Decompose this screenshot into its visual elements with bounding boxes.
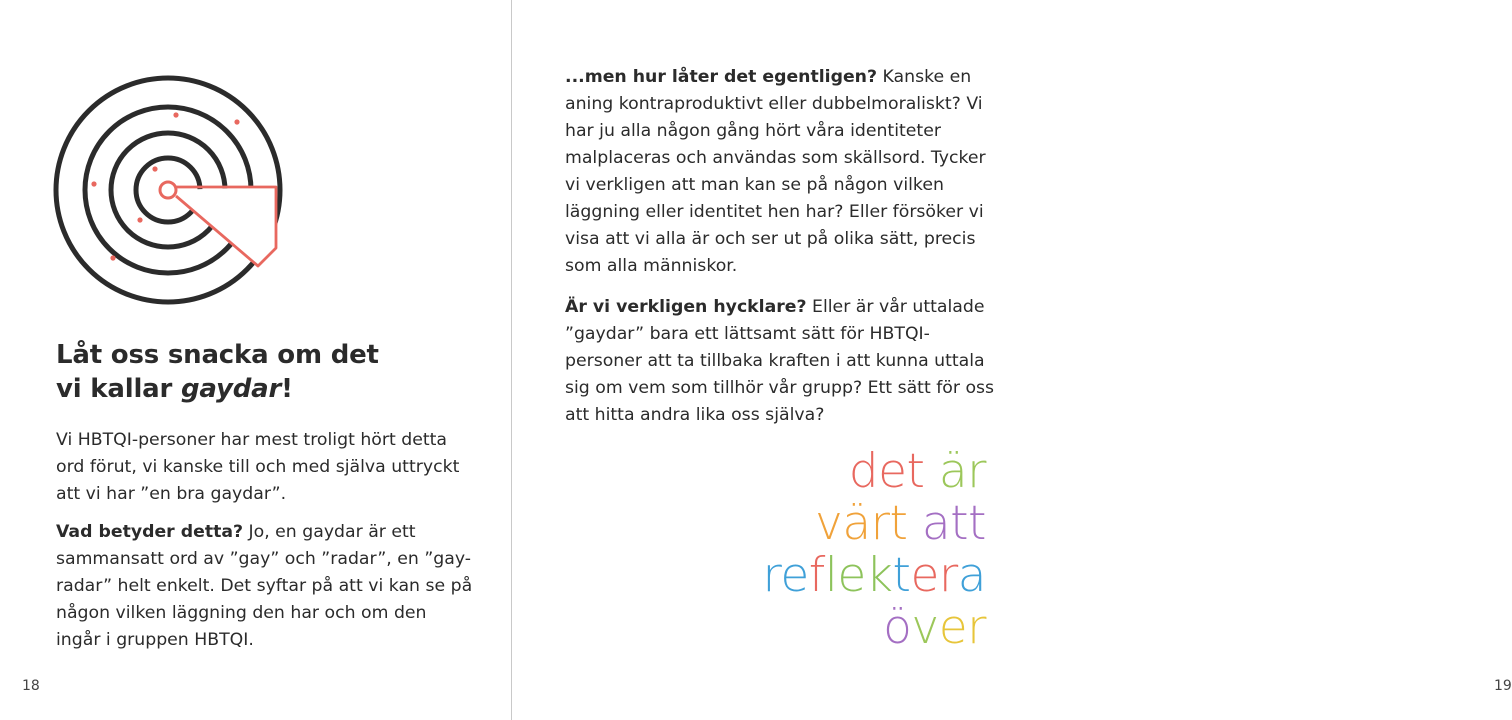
- hypocrite-lead: Är vi verkligen hycklare?: [565, 297, 807, 317]
- definition-text: Jo, en gaydar är ett sammansatt ord av ”gay” och ”radar”, en ”gay-radar” helt enkelt. Det syftar på att vi kan se på någon vilken läggning den har och om den ingår i gruppen HBTQI.: [56, 522, 473, 650]
- heading-italic-word: gaydar: [181, 374, 282, 404]
- rainbow-segment: [924, 444, 938, 499]
- rainbow-segment: ö: [883, 600, 912, 655]
- intro-paragraph: Vi HBTQI-personer har mest troligt hört detta ord förut, vi kanske till och med själva uttryckt att vi har ”en bra gaydar”.: [56, 430, 460, 504]
- page-number-left: 18: [22, 678, 40, 694]
- heading-line-2-prefix: vi kallar: [56, 374, 181, 404]
- rainbow-segment: er: [938, 600, 986, 655]
- left-page: [0, 0, 511, 720]
- rainbow-segment: v: [911, 600, 939, 655]
- heading-line-2-suffix: !: [281, 374, 293, 404]
- definition-paragraph: [56, 519, 476, 654]
- page-number-right: 19: [1494, 678, 1512, 694]
- rainbow-segment: lek: [824, 548, 893, 603]
- rainbow-segment: f: [808, 548, 825, 603]
- question-text: Kanske en aning kontraproduktivt eller dubbelmoraliskt? Vi har ju alla någon gång hört våra identiteter malplaceras och användas som skällsord. Tycker vi verkligen att man kan se på någon vilken läggning eller identitet hen har? Eller försöker vi visa att vi alla är och ser ut på olika sätt, precis som alla människor.: [565, 67, 986, 276]
- rainbow-segment: a: [957, 548, 986, 603]
- question-paragraph: [565, 64, 995, 280]
- page-title: [56, 338, 379, 406]
- rainbow-line-1: [763, 446, 986, 498]
- rainbow-segment: att: [921, 496, 986, 551]
- hypocrite-text: Eller är vår uttalade ”gaydar” bara ett lättsamt sätt för HBTQI-personer att ta tillbaka kraften i att kunna uttala sig om vem som tillhör vår grupp? Ett sätt för oss att hitta andra lika oss själva?: [565, 297, 995, 425]
- definition-lead: Vad betyder detta?: [56, 522, 244, 542]
- rainbow-segment: re: [762, 548, 809, 603]
- rainbow-segment: er: [910, 548, 958, 603]
- rainbow-line-3: [763, 550, 986, 602]
- hypocrite-paragraph: [565, 294, 995, 429]
- question-lead: ...men hur låter det egentligen?: [565, 67, 877, 87]
- rainbow-segment: värt: [815, 496, 908, 551]
- rainbow-segment: t: [892, 548, 911, 603]
- radar-target-icon: [52, 88, 292, 328]
- rainbow-segment: är: [938, 444, 986, 499]
- rainbow-segment: det: [848, 444, 925, 499]
- rainbow-segment: [907, 496, 921, 551]
- rainbow-line-2: [763, 498, 986, 550]
- rainbow-reflect-text: [763, 446, 986, 654]
- rainbow-line-4: [763, 602, 986, 654]
- heading-line-1: Låt oss snacka om det: [56, 340, 379, 370]
